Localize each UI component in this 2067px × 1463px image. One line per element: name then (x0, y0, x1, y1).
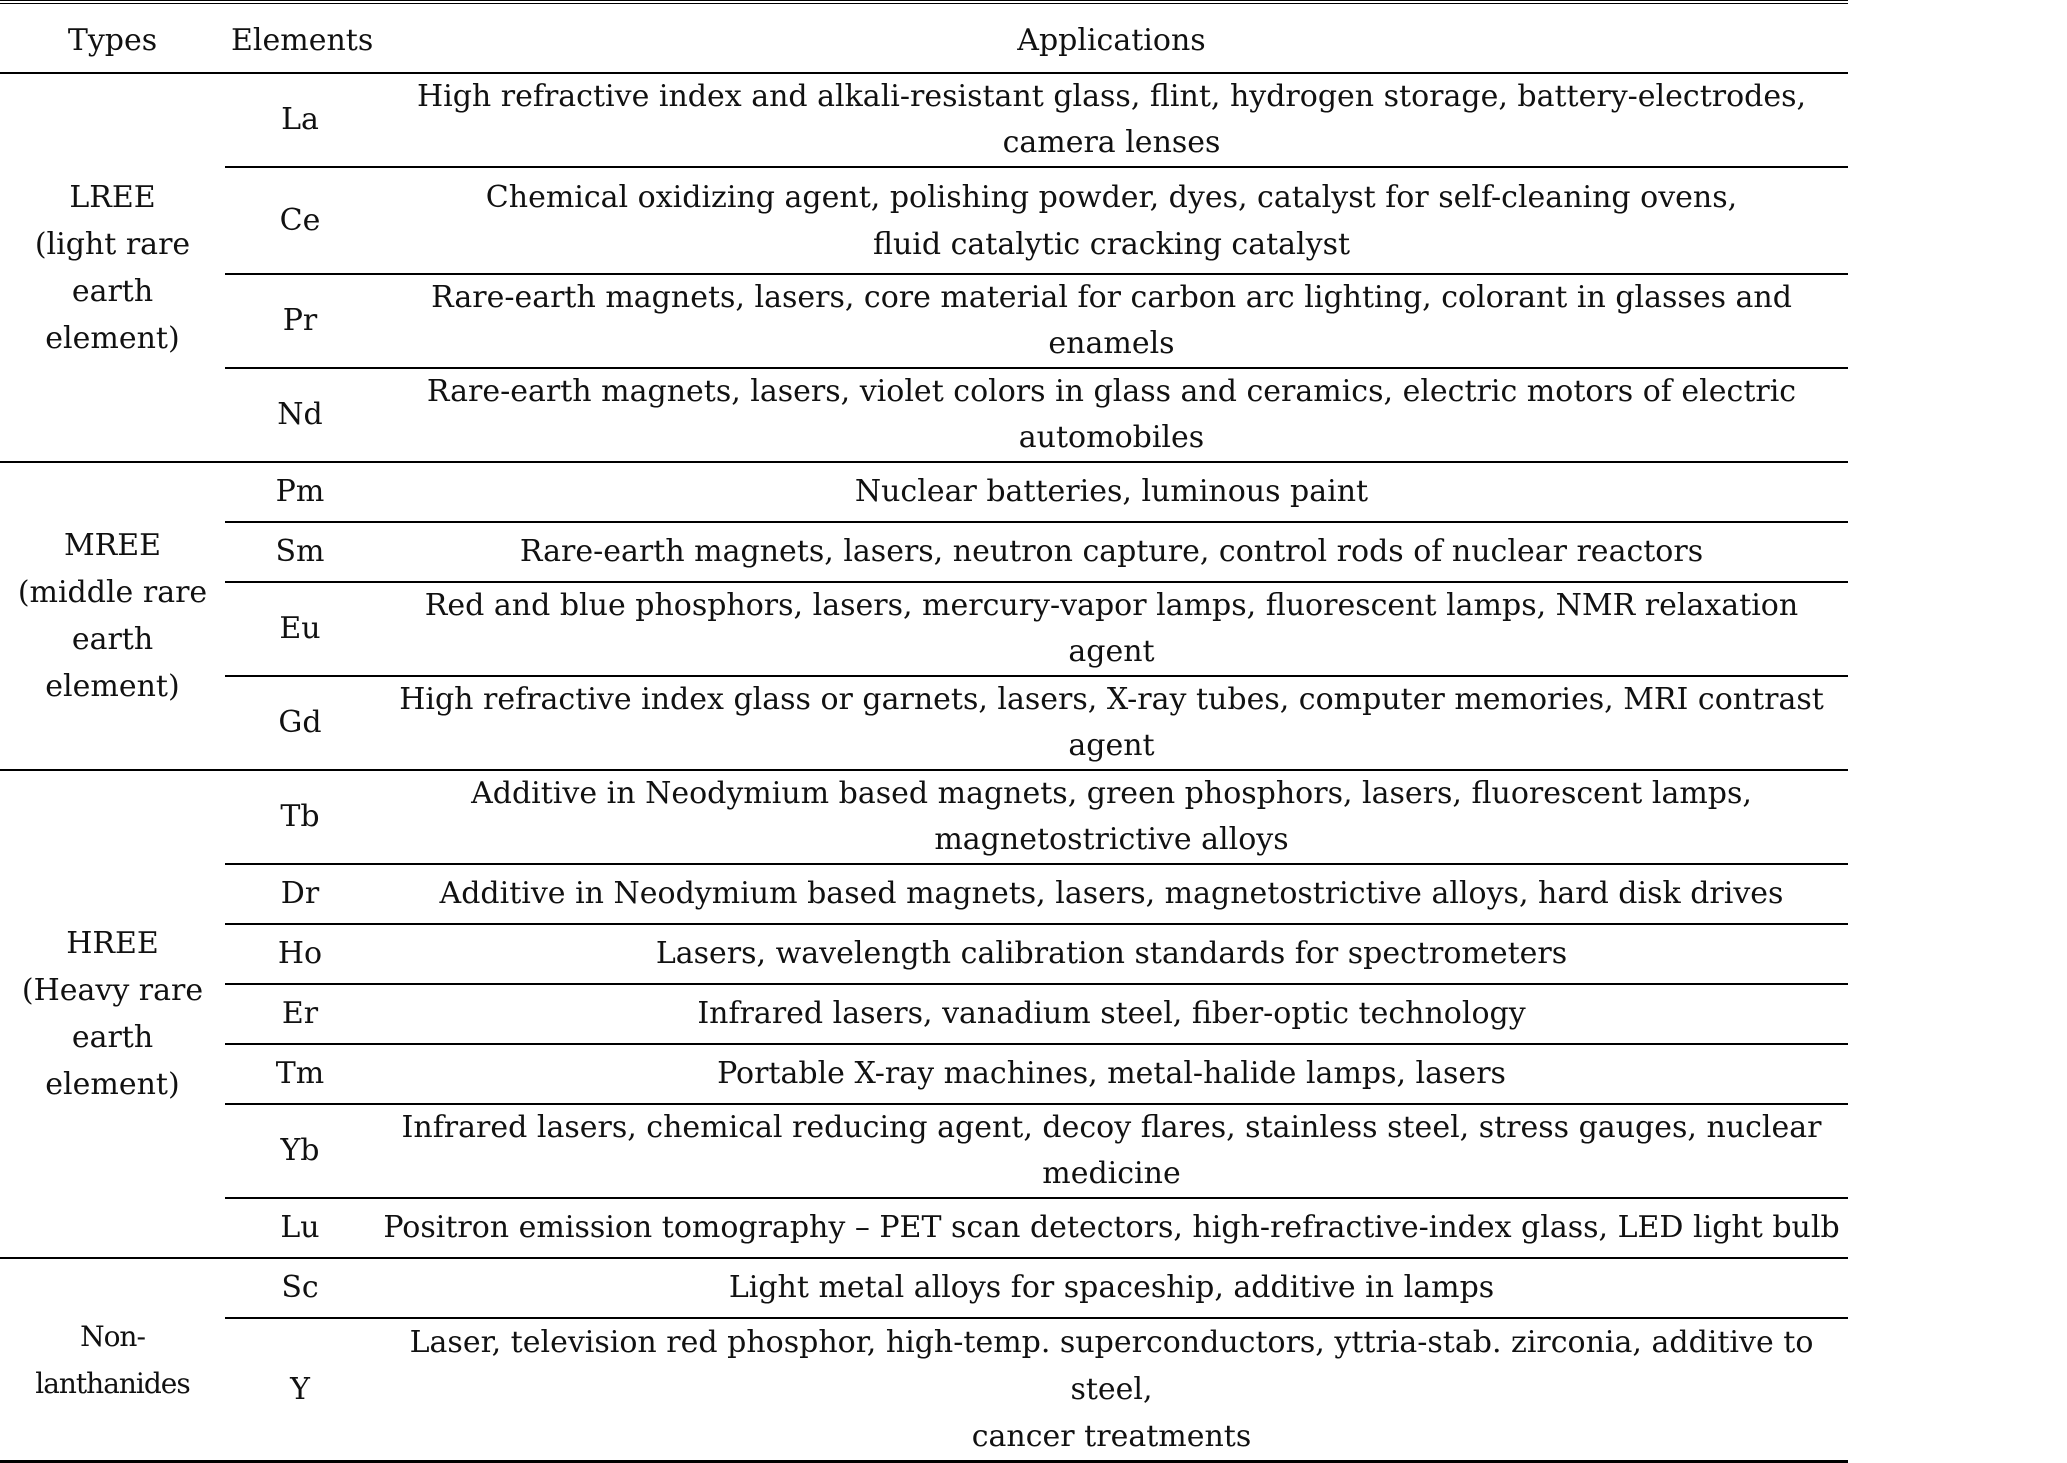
element-cell: Yb (225, 1104, 375, 1198)
element-cell: Ho (225, 924, 375, 984)
element-cell: Eu (225, 582, 375, 676)
header-elements: Elements (231, 23, 374, 58)
table-row (0, 167, 1848, 274)
table-row (0, 368, 1848, 462)
table-row (0, 73, 1848, 167)
table-row (0, 1044, 1848, 1104)
table-row (0, 582, 1848, 676)
header-applications: Applications (1017, 23, 1206, 58)
application-cell (375, 1318, 1848, 1462)
application-cell: Rare-earth magnets, lasers, neutron capture, control rods of nuclear reactors (375, 522, 1848, 582)
application-cell: Red and blue phosphors, lasers, mercury-vapor lamps, fluorescent lamps, NMR relaxation agent (375, 582, 1848, 676)
application-line: fluid catalytic cracking catalyst (872, 226, 1351, 262)
element-cell: Dr (225, 864, 375, 924)
table-row (0, 274, 1848, 368)
application-cell: High refractive index and alkali-resistant glass, flint, hydrogen storage, battery-electrodes, camera lenses (375, 73, 1848, 167)
table-row (0, 1318, 1848, 1462)
application-line: Chemical oxidizing agent, polishing powder, dyes, catalyst for self-cleaning ovens, (485, 179, 1738, 215)
type-desc-line: earth element) (45, 1020, 180, 1102)
application-cell (375, 167, 1848, 274)
element-cell: Lu (225, 1198, 375, 1258)
type-cell-hree (0, 770, 225, 1258)
application-cell: Light metal alloys for spaceship, additive in lamps (375, 1258, 1848, 1318)
type-label: LREE (69, 179, 156, 215)
element-cell: Nd (225, 368, 375, 462)
element-cell: Y (225, 1318, 375, 1462)
element-cell: Tm (225, 1044, 375, 1104)
table-body (0, 73, 1848, 1462)
type-desc-line: (middle rare (17, 575, 208, 610)
application-cell: Rare-earth magnets, lasers, core material for carbon arc lighting, colorant in glasses and enamels (375, 274, 1848, 368)
table-row (0, 1258, 1848, 1318)
application-line: cancer treatments (971, 1419, 1252, 1454)
type-cell-mree (0, 462, 225, 770)
element-cell: Sc (225, 1258, 375, 1318)
table-row (0, 1198, 1848, 1258)
application-cell: Positron emission tomography – PET scan detectors, high-refractive-index glass, LED light bulb (375, 1198, 1848, 1258)
table-row (0, 770, 1848, 864)
element-cell: Er (225, 984, 375, 1044)
application-cell: Nuclear batteries, luminous paint (375, 462, 1848, 522)
type-desc-line: earth element) (45, 622, 180, 704)
table-row (0, 924, 1848, 984)
table-row (0, 522, 1848, 582)
application-cell: Rare-earth magnets, lasers, violet colors in glass and ceramics, electric motors of electric automobiles (375, 368, 1848, 462)
type-label: MREE (63, 528, 162, 563)
element-cell: Sm (225, 522, 375, 582)
table-header (0, 2, 1848, 73)
application-cell: High refractive index glass or garnets, lasers, X-ray tubes, computer memories, MRI contrast agent (375, 676, 1848, 770)
application-line: Laser, television red phosphor, high-temp. superconductors, yttria-stab. zirconia, additive to steel, (409, 1325, 1814, 1407)
element-cell: Gd (225, 676, 375, 770)
element-cell: Ce (225, 167, 375, 274)
type-desc-line: (light rare (34, 226, 191, 262)
table-row (0, 864, 1848, 924)
application-cell: Portable X-ray machines, metal-halide lamps, lasers (375, 1044, 1848, 1104)
type-desc-line: earth element) (45, 273, 180, 356)
application-cell: Infrared lasers, chemical reducing agent, decoy flares, stainless steel, stress gauges, nuclear medicine (375, 1104, 1848, 1198)
type-cell-lree (0, 73, 225, 462)
header-row (0, 2, 1848, 73)
element-cell: Tb (225, 770, 375, 864)
element-cell: Pr (225, 274, 375, 368)
type-label: HREE (66, 926, 159, 961)
table-row (0, 984, 1848, 1044)
header-types: Types (67, 23, 158, 58)
type-label: Non-lanthanides (35, 1319, 190, 1400)
type-desc-line: (Heavy rare (21, 973, 204, 1008)
application-cell: Lasers, wavelength calibration standards for spectrometers (375, 924, 1848, 984)
table-row (0, 676, 1848, 770)
application-cell: Additive in Neodymium based magnets, lasers, magnetostrictive alloys, hard disk drives (375, 864, 1848, 924)
table-row (0, 462, 1848, 522)
application-cell: Additive in Neodymium based magnets, green phosphors, lasers, fluorescent lamps, magnetostrictive alloys (375, 770, 1848, 864)
type-cell-non-lanthanides (0, 1258, 225, 1462)
application-cell: Infrared lasers, vanadium steel, fiber-optic technology (375, 984, 1848, 1044)
element-cell: Pm (225, 462, 375, 522)
table-row (0, 1104, 1848, 1198)
element-cell: La (225, 73, 375, 167)
